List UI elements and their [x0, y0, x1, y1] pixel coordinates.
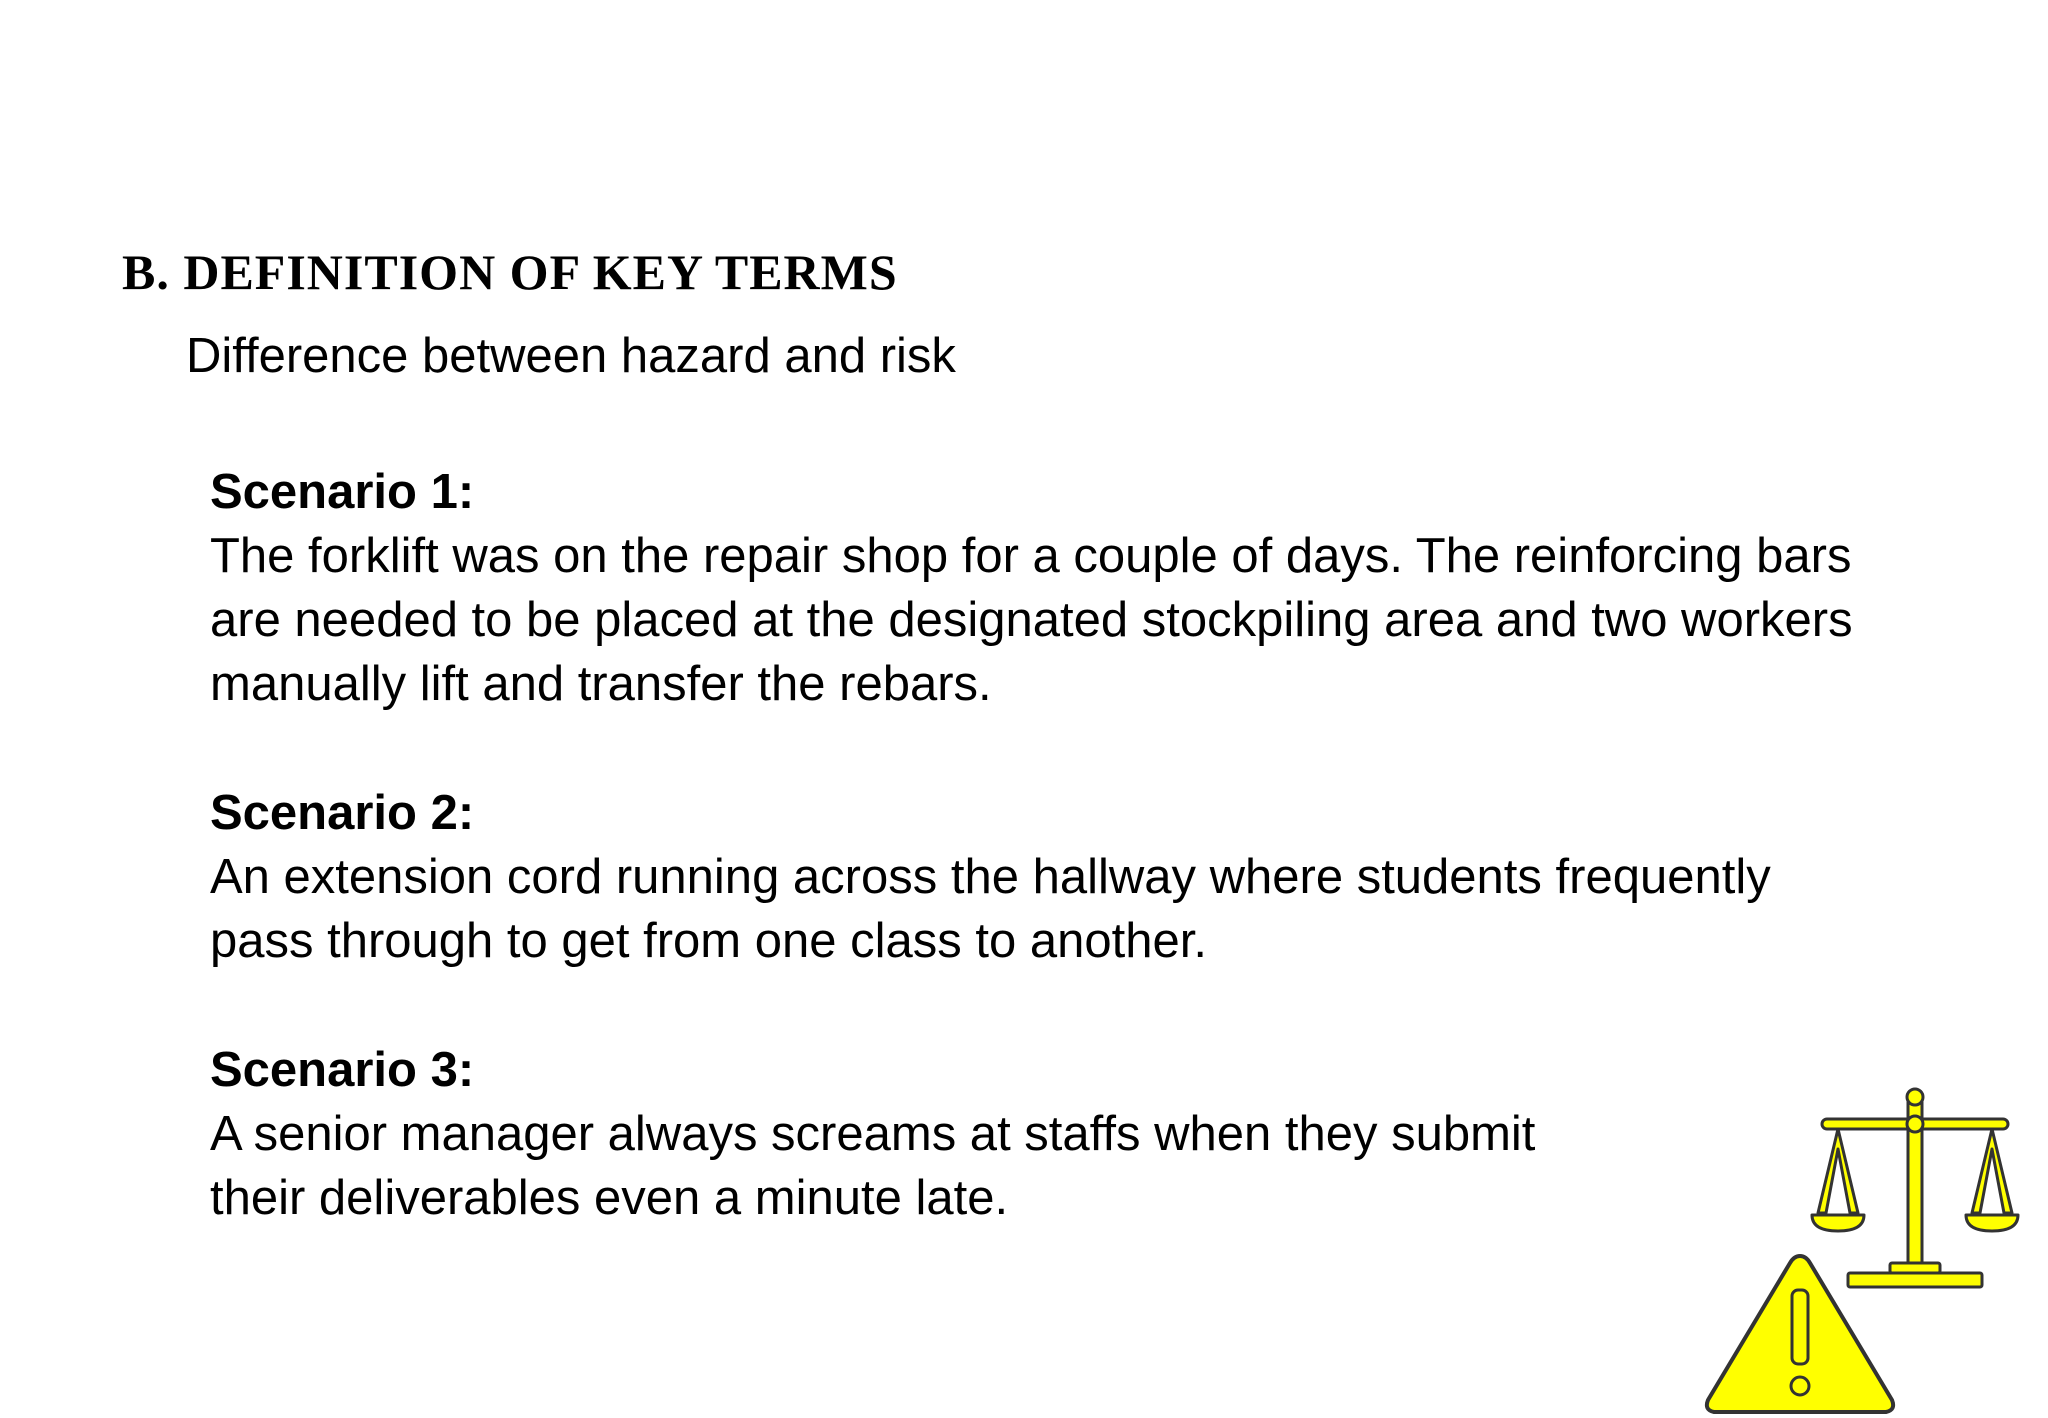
scenario-3-line-2: their deliverables even a minute late. [210, 1171, 1009, 1225]
scenario-2-label: Scenario 2: [210, 786, 475, 840]
scenario-3-line-1: A senior manager always screams at staffs when they submit [210, 1107, 1536, 1161]
scenario-2 [210, 781, 1771, 973]
scenario-1-line-2: are needed to be placed at the designated stockpiling area and two workers [210, 593, 1853, 647]
scenario-1-line-1: The forklift was on the repair shop for a couple of days. The reinforcing bars [210, 529, 1852, 583]
scenario-2-line-1: An extension cord running across the hallway where students frequently [210, 850, 1771, 904]
scenario-1-line-3: manually lift and transfer the rebars. [210, 657, 992, 711]
scenario-3-label: Scenario 3: [210, 1043, 475, 1097]
slide-heading: B. DEFINITION OF KEY TERMS [122, 244, 898, 300]
scenario-2-line-2: pass through to get from one class to another. [210, 914, 1207, 968]
scenario-1-label: Scenario 1: [210, 465, 475, 519]
scenario-1 [210, 460, 1853, 716]
scenario-3 [210, 1038, 1535, 1230]
warning-triangle-icon [1700, 1250, 1900, 1418]
slide-subtitle: Difference between hazard and risk [186, 329, 956, 383]
